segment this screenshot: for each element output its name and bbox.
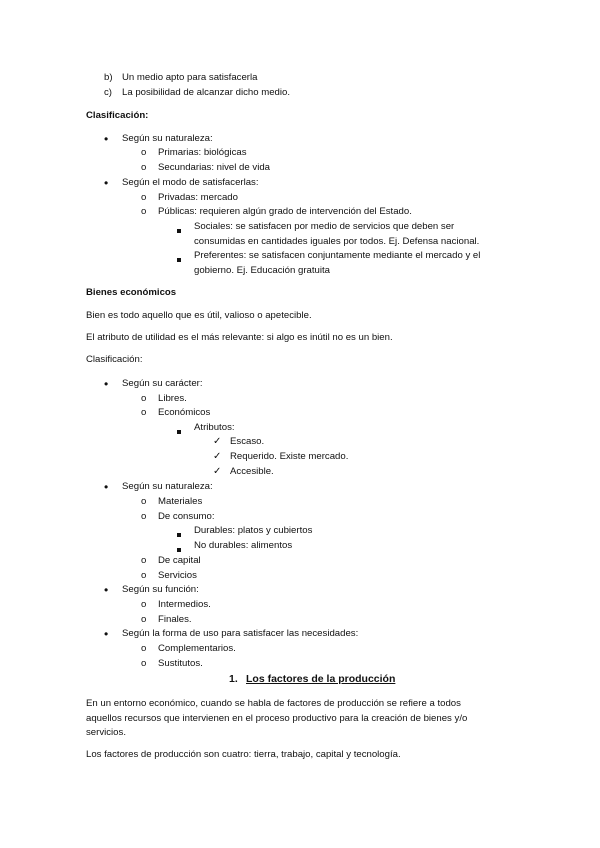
consumo-item: De consumo: xyxy=(158,511,215,522)
bienes-heading: Bienes económicos xyxy=(86,287,177,298)
circle-bullet-icon: o xyxy=(141,511,147,522)
requerido-item: Requerido. Existe mercado. xyxy=(230,451,349,462)
bullet-icon: • xyxy=(104,176,109,190)
privadas-item: Privadas: mercado xyxy=(158,192,238,203)
sustitutos-item: Sustitutos. xyxy=(158,658,203,669)
square-bullet-icon xyxy=(177,529,181,541)
circle-bullet-icon: o xyxy=(141,555,147,566)
clasificacion-heading-1: Clasificación: xyxy=(86,110,149,121)
naturaleza-bienes-label: Según su naturaleza: xyxy=(122,481,213,492)
intermedios-item: Intermedios. xyxy=(158,599,211,610)
square-bullet-icon xyxy=(177,225,181,237)
circle-bullet-icon: o xyxy=(141,599,147,610)
preferentes-line-1: Preferentes: se satisfacen conjuntamente mediante el mercado y el xyxy=(194,250,481,261)
checkmark-icon: ✓ xyxy=(213,436,222,447)
sociales-line-2: consumidas en cantidades iguales por todos. Ej. Defensa nacional. xyxy=(194,236,480,247)
bienes-paragraph-1: Bien es todo aquello que es útil, valioso o apetecible. xyxy=(86,310,312,321)
sociales-line-1: Sociales: se satisfacen por medio de servicios que deben ser xyxy=(194,221,455,232)
bullet-icon: • xyxy=(104,480,109,494)
checkmark-icon: ✓ xyxy=(213,466,222,477)
circle-bullet-icon: o xyxy=(141,162,147,173)
list-item-c: La posibilidad de alcanzar dicho medio. xyxy=(122,87,290,98)
preferentes-line-2: gobierno. Ej. Educación gratuita xyxy=(194,265,330,276)
economicos-item: Económicos xyxy=(158,407,211,418)
list-marker-c: c) xyxy=(104,87,112,98)
bullet-icon: • xyxy=(104,583,109,597)
naturaleza-label: Según su naturaleza: xyxy=(122,133,213,144)
factores-paragraph-2: Los factores de producción son cuatro: tierra, trabajo, capital y tecnología. xyxy=(86,749,401,760)
circle-bullet-icon: o xyxy=(141,658,147,669)
list-item-b: Un medio apto para satisfacerla xyxy=(122,72,258,83)
capital-item: De capital xyxy=(158,555,201,566)
durables-item: Durables: platos y cubiertos xyxy=(194,525,313,536)
circle-bullet-icon: o xyxy=(141,206,147,217)
materiales-item: Materiales xyxy=(158,496,203,507)
libres-item: Libres. xyxy=(158,393,187,404)
secundarias-item: Secundarias: nivel de vida xyxy=(158,162,270,173)
circle-bullet-icon: o xyxy=(141,192,147,203)
square-bullet-icon xyxy=(177,426,181,438)
clasificacion-heading-2: Clasificación: xyxy=(86,354,143,365)
circle-bullet-icon: o xyxy=(141,643,147,654)
no-durables-item: No durables: alimentos xyxy=(194,540,293,551)
factores-paragraph-line-1: En un entorno económico, cuando se habla de factores de producción se refiere a todos xyxy=(86,698,461,709)
bullet-icon: • xyxy=(104,627,109,641)
caracter-label: Según su carácter: xyxy=(122,378,203,389)
checkmark-icon: ✓ xyxy=(213,451,222,462)
factores-paragraph-line-3: servicios. xyxy=(86,727,126,738)
finales-item: Finales. xyxy=(158,614,192,625)
modo-label: Según el modo de satisfacerlas: xyxy=(122,177,259,188)
servicios-item: Servicios xyxy=(158,570,197,581)
publicas-item: Públicas: requieren algún grado de intervención del Estado. xyxy=(158,206,412,217)
accesible-item: Accesible. xyxy=(230,466,274,477)
atributos-item: Atributos: xyxy=(194,422,235,433)
funcion-label: Según su función: xyxy=(122,584,199,595)
factores-paragraph-line-2: aquellos recursos que intervienen en el proceso productivo para la creación de bienes y/o xyxy=(86,713,468,724)
bienes-paragraph-2: El atributo de utilidad es el más relevante: si algo es inútil no es un bien. xyxy=(86,332,393,343)
square-bullet-icon xyxy=(177,254,181,266)
bullet-icon: • xyxy=(104,132,109,146)
complementarios-item: Complementarios. xyxy=(158,643,236,654)
section-title: Los factores de la producción xyxy=(246,673,396,685)
circle-bullet-icon: o xyxy=(141,147,147,158)
circle-bullet-icon: o xyxy=(141,393,147,404)
primarias-item: Primarias: biológicas xyxy=(158,147,247,158)
circle-bullet-icon: o xyxy=(141,496,147,507)
circle-bullet-icon: o xyxy=(141,570,147,581)
uso-label: Según la forma de uso para satisfacer las necesidades: xyxy=(122,628,359,639)
section-number: 1. xyxy=(229,673,238,685)
escaso-item: Escaso. xyxy=(230,436,265,447)
bullet-icon: • xyxy=(104,377,109,391)
circle-bullet-icon: o xyxy=(141,407,147,418)
list-marker-b: b) xyxy=(104,72,113,83)
circle-bullet-icon: o xyxy=(141,614,147,625)
